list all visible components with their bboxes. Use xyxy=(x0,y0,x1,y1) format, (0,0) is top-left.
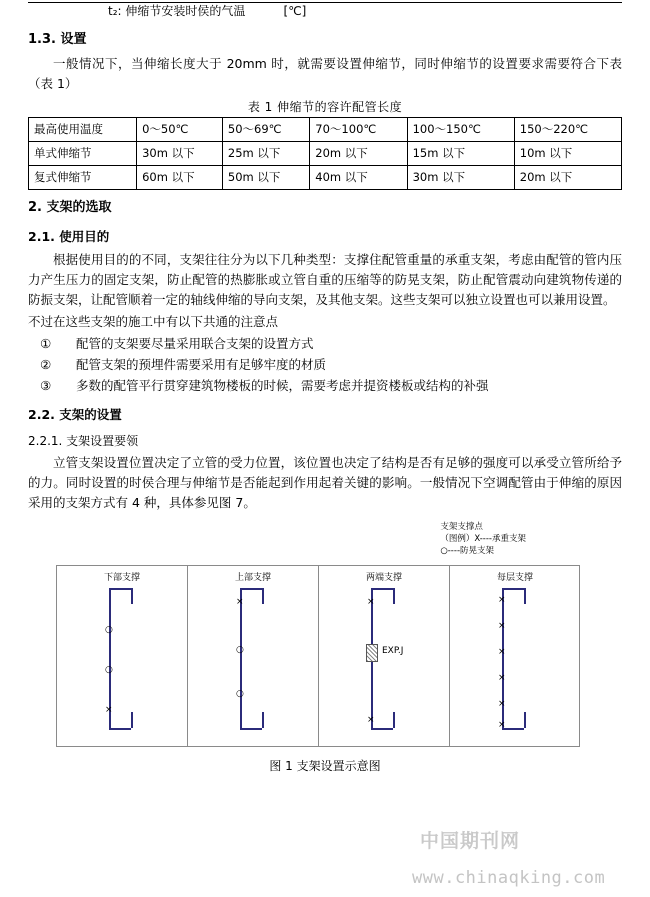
table-cell: 100～150℃ xyxy=(407,118,514,142)
formula-variable-line: t₂: 伸缩节安装时侯的气温 [℃] xyxy=(108,4,307,18)
table-cell: 复式伸缩节 xyxy=(29,166,137,190)
table-row xyxy=(29,118,622,142)
pipe-branch-top-3 xyxy=(371,588,393,590)
table-cell: 单式伸缩节 xyxy=(29,142,137,166)
pipe-branch-bottom-1 xyxy=(109,728,131,730)
expansion-joint-label: EXP.J xyxy=(382,646,404,656)
pipe-branch-top-drop-4 xyxy=(524,588,526,604)
support-mark-x: × xyxy=(236,597,244,607)
pipe-branch-bottom-rise-4 xyxy=(524,712,526,728)
expansion-joint-symbol xyxy=(366,644,378,662)
table-cell: 30m 以下 xyxy=(407,166,514,190)
support-mark-x: × xyxy=(498,720,506,730)
support-mark-x: × xyxy=(498,647,506,657)
figure-column-label-2: 上部支撑 xyxy=(234,573,271,583)
pipe-branch-top-drop-3 xyxy=(393,588,395,604)
figure-caption: 图 1 支架设置示意图 xyxy=(269,759,381,773)
support-mark-o: ○ xyxy=(105,665,113,675)
table-cell: 50m 以下 xyxy=(222,166,309,190)
list-item-text: 配管的支架要尽量采用联合支架的设置方式 xyxy=(76,336,314,351)
watermark-url: www.chinaqking.com xyxy=(412,868,606,888)
pipe-branch-top-drop-1 xyxy=(131,588,133,604)
figure-column-label-4: 每层支撑 xyxy=(496,573,533,583)
section-2-2-1-paragraph: 立管支架设置位置决定了立管的受力位置，该位置也决定了结构是否有足够的强度可以承受立管所给予的力。同时设置的时侯合理与伸缩节是否能起到作用起着关键的影响。一般情况下空调配管由于伸缩的原因采用的支架方式有 4 种，具体参见图 7。 xyxy=(28,455,622,510)
section-2-1-paragraph-2: 不过在这些支架的施工中有以下共通的注意点 xyxy=(28,314,279,329)
section-heading-1-3: 1.3. 设置 xyxy=(28,32,87,47)
support-mark-o: ○ xyxy=(105,625,113,635)
section-1-3-paragraph: 一般情况下，当伸缩长度大于 20mm 时，就需要设置伸缩节，同时伸缩节的设置要求需要符合下表（表 1） xyxy=(28,56,622,91)
support-mark-x: × xyxy=(367,597,375,607)
table-cell: 60m 以下 xyxy=(137,166,223,190)
table-cell: 20m 以下 xyxy=(514,166,621,190)
figure-divider-2 xyxy=(318,566,319,746)
list-marker: ③ xyxy=(40,378,52,393)
list-item xyxy=(28,334,622,354)
pipe-branch-top-4 xyxy=(502,588,524,590)
figure-1 xyxy=(28,521,622,773)
list-item xyxy=(28,376,622,396)
notes-list xyxy=(28,334,622,396)
support-mark-x: × xyxy=(498,621,506,631)
table-cell: 10m 以下 xyxy=(514,142,621,166)
table-cell: 25m 以下 xyxy=(222,142,309,166)
pipe-branch-bottom-rise-2 xyxy=(262,712,264,728)
pipe-branch-top-drop-2 xyxy=(262,588,264,604)
pipe-branch-bottom-rise-1 xyxy=(131,712,133,728)
watermark-chinese: 中国期刊网 xyxy=(420,830,521,852)
support-mark-x: × xyxy=(498,673,506,683)
table-cell: 最高使用温度 xyxy=(29,118,137,142)
table-cell: 30m 以下 xyxy=(137,142,223,166)
expansion-joint-table xyxy=(28,117,622,190)
figure-legend xyxy=(440,521,526,557)
support-mark-x: × xyxy=(498,595,506,605)
table-row xyxy=(29,166,622,190)
pipe-branch-bottom-3 xyxy=(371,728,393,730)
figure-legend-title: 支架支撑点 xyxy=(440,522,483,532)
table-row xyxy=(29,142,622,166)
list-item-text: 多数的配管平行贯穿建筑物楼板的时候，需要考虑并提资楼板或结构的补强 xyxy=(76,378,489,393)
section-heading-2: 2. 支架的选取 xyxy=(28,200,112,215)
table-cell: 150～220℃ xyxy=(514,118,621,142)
table-cell: 15m 以下 xyxy=(407,142,514,166)
list-marker: ① xyxy=(40,336,52,351)
document-content xyxy=(28,0,622,773)
pipe-branch-bottom-2 xyxy=(240,728,262,730)
figure-legend-line-2: ○----防晃支架 xyxy=(440,546,495,556)
pipe-branch-top-2 xyxy=(240,588,262,590)
table-cell: 70～100℃ xyxy=(310,118,407,142)
figure-column-label-3: 两端支撑 xyxy=(365,573,402,583)
table-cell: 0～50℃ xyxy=(137,118,223,142)
figure-divider-1 xyxy=(187,566,188,746)
pipe-branch-top-1 xyxy=(109,588,131,590)
section-heading-2-2-1: 2.2.1. 支架设置要领 xyxy=(28,434,139,448)
list-item xyxy=(28,355,622,375)
support-mark-x: × xyxy=(105,705,113,715)
figure-diagram-box xyxy=(56,565,580,747)
section-heading-2-1: 2.1. 使用目的 xyxy=(28,229,110,244)
section-heading-2-2: 2.2. 支架的设置 xyxy=(28,407,122,422)
table-1-caption: 表 1 伸缩节的容许配管长度 xyxy=(247,100,403,114)
table-cell: 40m 以下 xyxy=(310,166,407,190)
figure-legend-line-1: （图例）X----承重支架 xyxy=(440,534,526,544)
table-cell: 50～69℃ xyxy=(222,118,309,142)
table-cell: 20m 以下 xyxy=(310,142,407,166)
figure-column-label-1: 下部支撑 xyxy=(103,573,140,583)
pipe-branch-bottom-rise-3 xyxy=(393,712,395,728)
support-mark-x: × xyxy=(498,699,506,709)
list-marker: ② xyxy=(40,357,52,372)
support-mark-o: ○ xyxy=(236,645,244,655)
pipe-riser-2 xyxy=(240,588,242,728)
support-mark-o: ○ xyxy=(236,689,244,699)
list-item-text: 配管支架的预埋件需要采用有足够牢度的材质 xyxy=(76,357,327,372)
section-2-1-paragraph-1: 根据使用目的的不同，支架往往分为以下几种类型：支撑住配管重量的承重支架，考虑由配管的管内压力产生压力的固定支架，防止配管的热膨胀或立管自重的压缩等的防晃支架，防止配管震动向建筑物传递的防振支架，让配管顺着一定的轴线伸缩的导向支架，及其他支架。这些支架可以独立设置也可以兼用设置。 xyxy=(28,252,622,307)
support-mark-x: × xyxy=(367,715,375,725)
figure-divider-3 xyxy=(449,566,450,746)
